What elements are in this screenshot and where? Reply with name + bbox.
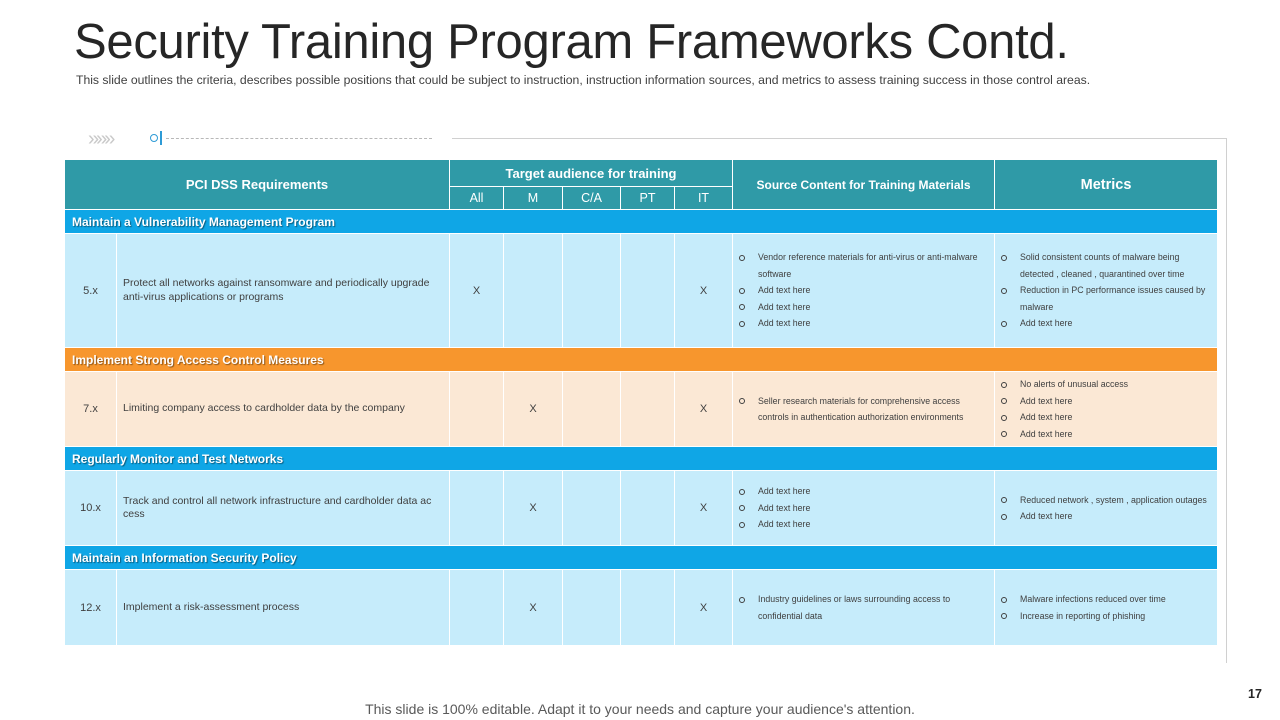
metrics-cell [995,372,1218,447]
table-row [65,471,1218,546]
source-bullet: Add text here [739,516,988,533]
metric-bullet: No alerts of unusual access [1001,376,1211,393]
source-bullet: Vendor reference materials for anti-virus or anti-malware software [739,249,988,282]
requirements-table [64,159,1218,646]
metric-bullet: Reduced network , system , application outages [1001,492,1211,509]
mark-pt [621,234,675,348]
page-number: 17 [1248,687,1262,701]
source-cell [733,234,995,348]
bar-marker [160,131,162,145]
row-number: 10.x [65,471,117,546]
metric-bullet: Add text here [1001,315,1211,332]
header-metrics: Metrics [995,160,1218,210]
mark-pt [621,471,675,546]
header-requirements: PCI DSS Requirements [65,160,450,210]
frame-line-right [1226,138,1227,663]
mark-m: X [504,570,563,646]
row-requirement: Track and control all network infrastructure and cardholder data ac cess [117,471,450,546]
source-bullet: Add text here [739,282,988,299]
metric-bullet: Add text here [1001,426,1211,443]
mark-all [450,372,504,447]
table-row [65,234,1218,348]
source-bullet: Add text here [739,299,988,316]
mark-all: X [450,234,504,348]
frame-line-top [452,138,1227,139]
circle-marker-icon [150,134,158,142]
source-cell [733,570,995,646]
header-row [65,160,1218,187]
metric-bullet: Solid consistent counts of malware being detected , cleaned , quarantined over time [1001,249,1211,282]
header-audience-ca: C/A [563,187,621,210]
metric-bullet: Add text here [1001,508,1211,525]
mark-pt [621,570,675,646]
mark-ca [563,471,621,546]
source-bullet: Industry guidelines or laws surrounding access to confidential data [739,591,988,624]
dashed-divider [166,138,432,139]
source-cell [733,471,995,546]
mark-ca [563,234,621,348]
row-number: 5.x [65,234,117,348]
section-row [65,210,1218,234]
source-bullet: Add text here [739,483,988,500]
mark-m: X [504,471,563,546]
row-requirement: Implement a risk-assessment process [117,570,450,646]
mark-it: X [675,570,733,646]
metrics-cell [995,570,1218,646]
header-audience-all: All [450,187,504,210]
section-row [65,447,1218,471]
metric-bullet: Increase in reporting of phishing [1001,608,1211,625]
section-title: Maintain an Information Security Policy [65,546,1218,570]
source-cell [733,372,995,447]
mark-m: X [504,372,563,447]
header-audience-group: Target audience for training [450,160,733,187]
slide-title: Security Training Program Frameworks Contd. [74,15,1069,69]
mark-pt [621,372,675,447]
row-requirement: Limiting company access to cardholder data by the company [117,372,450,447]
row-requirement: Protect all networks against ransomware and periodically upgrade anti-virus applications or programs [117,234,450,348]
metric-bullet: Add text here [1001,409,1211,426]
slide-subtitle: This slide outlines the criteria, describes possible positions that could be subject to instruction, instruction information sources, and metrics to assess training success in those control areas. [76,73,1091,87]
mark-it: X [675,234,733,348]
metric-bullet: Reduction in PC performance issues caused by malware [1001,282,1211,315]
mark-all [450,471,504,546]
source-bullet: Seller research materials for comprehensive access controls in authentication authorization environments [739,393,988,426]
section-row [65,348,1218,372]
section-title: Regularly Monitor and Test Networks [65,447,1218,471]
mark-it: X [675,372,733,447]
row-number: 7.x [65,372,117,447]
source-bullet: Add text here [739,500,988,517]
mark-m [504,234,563,348]
section-row [65,546,1218,570]
mark-ca [563,372,621,447]
section-title: Implement Strong Access Control Measures [65,348,1218,372]
metric-bullet: Add text here [1001,393,1211,410]
header-audience-pt: PT [621,187,675,210]
metric-bullet: Malware infections reduced over time [1001,591,1211,608]
section-title: Maintain a Vulnerability Management Program [65,210,1218,234]
chevron-arrows-icon: »»» [88,128,113,150]
metrics-cell [995,234,1218,348]
header-audience-m: M [504,187,563,210]
header-audience-it: IT [675,187,733,210]
table-row [65,570,1218,646]
row-number: 12.x [65,570,117,646]
mark-it: X [675,471,733,546]
table-row [65,372,1218,447]
mark-all [450,570,504,646]
source-bullet: Add text here [739,315,988,332]
header-source: Source Content for Training Materials [733,160,995,210]
footer-note: This slide is 100% editable. Adapt it to your needs and capture your audience's attention. [365,701,915,717]
mark-ca [563,570,621,646]
metrics-cell [995,471,1218,546]
